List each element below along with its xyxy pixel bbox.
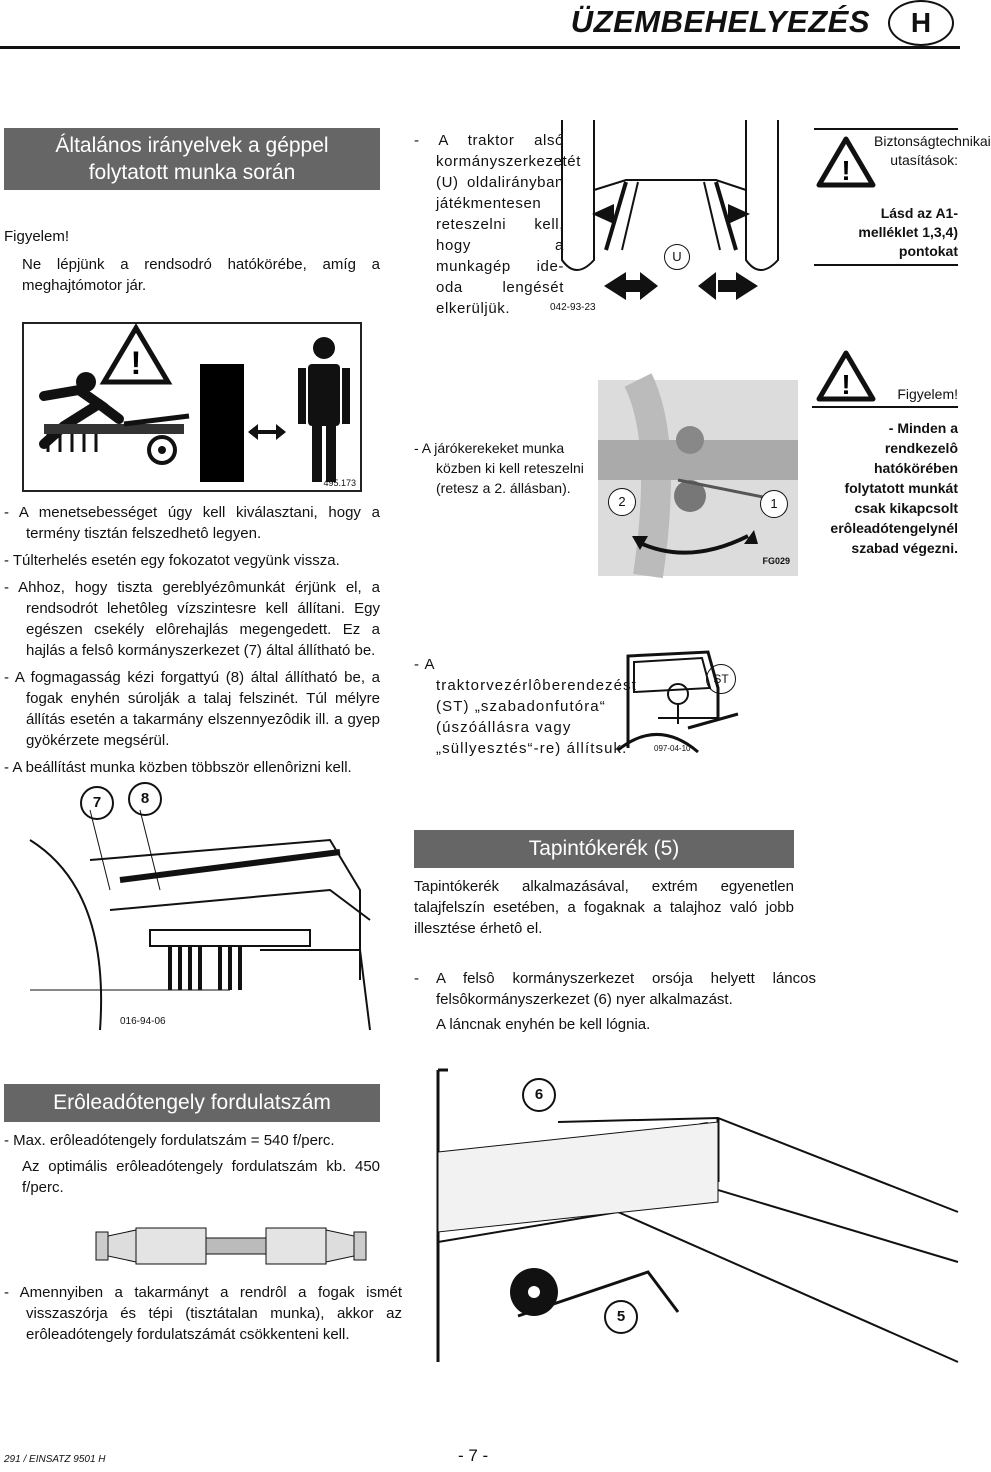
header-rule [0, 46, 960, 49]
bullet-overload: - Túlterhelés esetén egy fokozatot vegyünk vissza. [4, 552, 340, 569]
feeler-wheel-title: Tapintókerék (5) [414, 830, 794, 868]
tractor-cab-drawing [618, 648, 758, 758]
label-5: 5 [604, 1300, 638, 1334]
svg-text:!: ! [841, 155, 851, 186]
pto-warning-header [812, 348, 958, 408]
pto-speed-title: Erôleadótengely fordulatszám [4, 1084, 380, 1122]
general-warning-text: Ne lépjünk a rendsodró hatókörébe, amíg a meghajtómotor jár. [22, 256, 380, 294]
svg-text:!: ! [841, 369, 851, 400]
chain-link-drawing [418, 1062, 958, 1362]
warning-figure-code: 495.173 [323, 478, 356, 488]
wheels-figure-code: FG029 [762, 556, 790, 566]
pto-speed-bullet-2: - Amennyiben a takarmányt a rendrôl a fogak ismét visszaszórja és tépi (tisztátalan munka), akkor az erôleadótengely fordulatszámát csökkenteni kell. [4, 1284, 402, 1343]
general-bullets [4, 502, 380, 778]
svg-text:!: ! [130, 345, 142, 381]
label-1: 1 [760, 490, 788, 518]
lower-link-code: 042-93-23 [550, 302, 596, 313]
bullet-check: - A beállítást munka közben többször ellenôrizni kell. [4, 759, 352, 776]
feeler-wheel-note: A láncnak enyhén be kell lógnia. [436, 1016, 651, 1033]
warning-pictogram [24, 324, 360, 490]
feeler-wheel-figure [418, 1062, 958, 1362]
safety-text: Lásd az A1-melléklet 1,3,4) pontokat [858, 205, 958, 259]
pto-speed-bullet: - Max. erôleadótengely fordulatszám = 540 f/perc. [4, 1132, 335, 1149]
label-6: 6 [522, 1078, 556, 1112]
pto-warning-label: Figyelem! [897, 386, 958, 402]
warning-triangle-icon [816, 136, 876, 188]
lower-link-text: - A traktor alsó kormányszerkezetét (U) oldalirányban játékmentesen reteszelni kell, hogy a munkagép ide-oda lengését elkerüljük. [414, 132, 582, 317]
wheels-figure [598, 380, 798, 576]
label-u: U [664, 244, 690, 270]
warning-figure [22, 322, 362, 492]
pto-shaft-drawing [96, 1216, 366, 1276]
warning-triangle-icon [816, 350, 876, 402]
label-8: 8 [128, 782, 162, 816]
page-title: ÜZEMBEHELYEZÉS [570, 4, 870, 39]
general-warning-label: Figyelem! [4, 228, 70, 245]
footer-doc-code: 291 / EINSATZ 9501 H [4, 1454, 106, 1465]
bullet-tine-height: - A fogmagasság kézi forgattyú (8) által állítható be, a fogak enyhén súrolják a talaj felszinét. Túl mélyre állítás esetén a takarmány elszennyezôdik ill. a gyep gyökérzete megsérül. [4, 669, 380, 749]
lower-link-drawing [546, 120, 794, 320]
lower-link-figure [546, 120, 794, 320]
section-badge: H [888, 0, 954, 46]
wheels-text: - A járókerekeket munka közben ki kell reteszelni (retesz a 2. állásban). [414, 440, 584, 496]
label-7: 7 [80, 786, 114, 820]
safety-title: Biztonságtechnikai utasítások: [874, 133, 991, 168]
safety-box [814, 128, 991, 266]
rake-figure-code: 016-94-06 [120, 1016, 166, 1027]
hydraulics-figure-code: 097-04-10 [654, 744, 691, 753]
feeler-wheel-text: Tapintókerék alkalmazásával, extrém egyenetlen talajfelszín esetében, a fogaknak a talajhoz való jobb illesztése érhetô el. [414, 878, 794, 937]
feeler-wheel-bullet: - A felsô kormányszerkezet orsója helyett láncos felsôkormányszerkezet (6) nyer alkalmazást. [414, 970, 816, 1008]
rake-drawing [30, 780, 380, 1030]
page-number: - 7 - [458, 1446, 489, 1465]
pto-speed-note: Az optimális erôleadótengely fordulatszám kb. 450 f/perc. [22, 1158, 380, 1196]
label-st: ST [706, 664, 736, 694]
wheels-drawing [598, 380, 798, 576]
general-title: Általános irányelvek a géppel folytatott munka során [4, 128, 380, 190]
rake-figure [30, 780, 380, 1030]
pto-warning-text: - Minden a rendkezelô hatókörében folytatott munkát csak kikapcsolt erôleadótengelynél szabad végezni. [830, 420, 958, 556]
hydraulics-figure [618, 648, 758, 758]
hydraulics-text: - A traktorvezérlôberendezést (ST) „szabadonfutóra“ (úszóállásra vagy „süllyesztés“-re) állítsuk. [414, 656, 637, 757]
bullet-speed: - A menetsebességet úgy kell kiválasztani, hogy a termény tisztán felszedhetô legyen. [4, 504, 380, 542]
bullet-level: - Ahhoz, hogy tiszta gereblyézômunkát érjünk el, a rendsodrót lehetôleg vízszintesre kell állítani. Egy egészen csekély elôrehajlás megengedett. Ez a hajlás a felsô kormányszerkezet (7) által állítható be. [4, 579, 380, 659]
label-2: 2 [608, 488, 636, 516]
